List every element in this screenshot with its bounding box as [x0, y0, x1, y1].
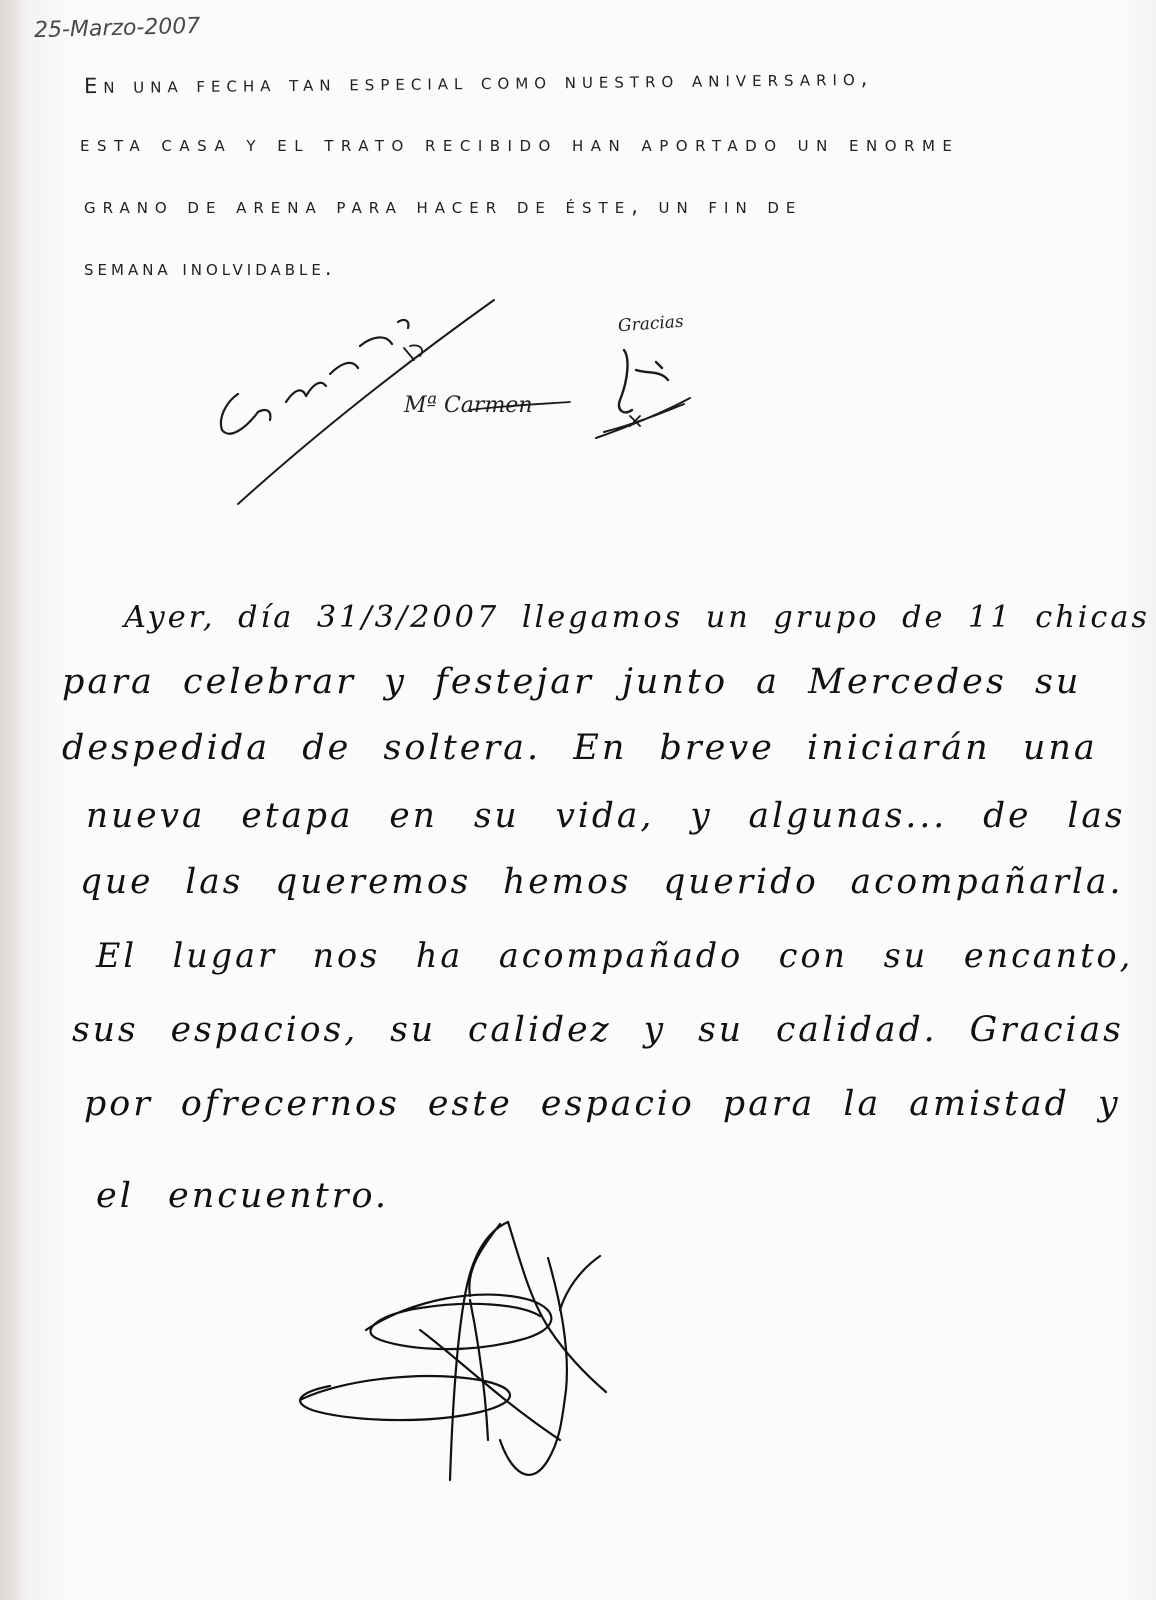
signature-1-flourish — [404, 345, 422, 360]
signature-2-main — [619, 350, 668, 412]
entry2-line-8: por ofrecernos este espacio para la amistad y — [84, 1084, 1121, 1124]
entry1-signature-name: Mª Carmen — [404, 393, 533, 418]
signature-3-loop-2 — [300, 1376, 510, 1420]
signature-3-peak — [508, 1222, 606, 1392]
entry1-line-1: En una fecha tan especial como nuestro aniversario, — [83, 65, 874, 99]
entry1-signature-note: Gracias — [617, 311, 685, 337]
entry1-date: 25-Marzo-2007 — [33, 13, 201, 44]
signature-1-left-stroke — [221, 320, 408, 434]
signature-1-underline — [470, 402, 570, 410]
entry2-line-4: nueva etapa en su vida, y algunas... de las — [86, 796, 1126, 836]
entry2-line-3: despedida de soltera. En breve iniciarán una — [62, 728, 1098, 768]
entry1-line-4: semana inolvidable. — [84, 256, 336, 280]
entry2-line-7: sus espacios, su calidez y su calidad. Gracias — [72, 1010, 1124, 1050]
entry2-line-5: que las queremos hemos querido acompañarla. — [80, 862, 1124, 902]
signature-1-sweep — [238, 300, 494, 504]
signature-2-underline — [596, 398, 690, 438]
entry2-line-2: para celebrar y festejar junto a Mercedes su — [62, 662, 1082, 702]
signature-3-right-curve — [500, 1258, 567, 1475]
entry1-line-3: grano de arena para hacer de éste, un fin de — [84, 194, 803, 218]
entry2-line-6: El lugar nos ha acompañado con su encanto, — [96, 936, 1134, 975]
entry1-line-2: esta casa y el trato recibido han aportado un enorme — [80, 132, 960, 156]
entry2-line-1: Ayer, día 31/3/2007 llegamos un grupo de 11 chicas — [124, 600, 1150, 635]
entry2-line-9: el encuentro. — [96, 1176, 390, 1216]
